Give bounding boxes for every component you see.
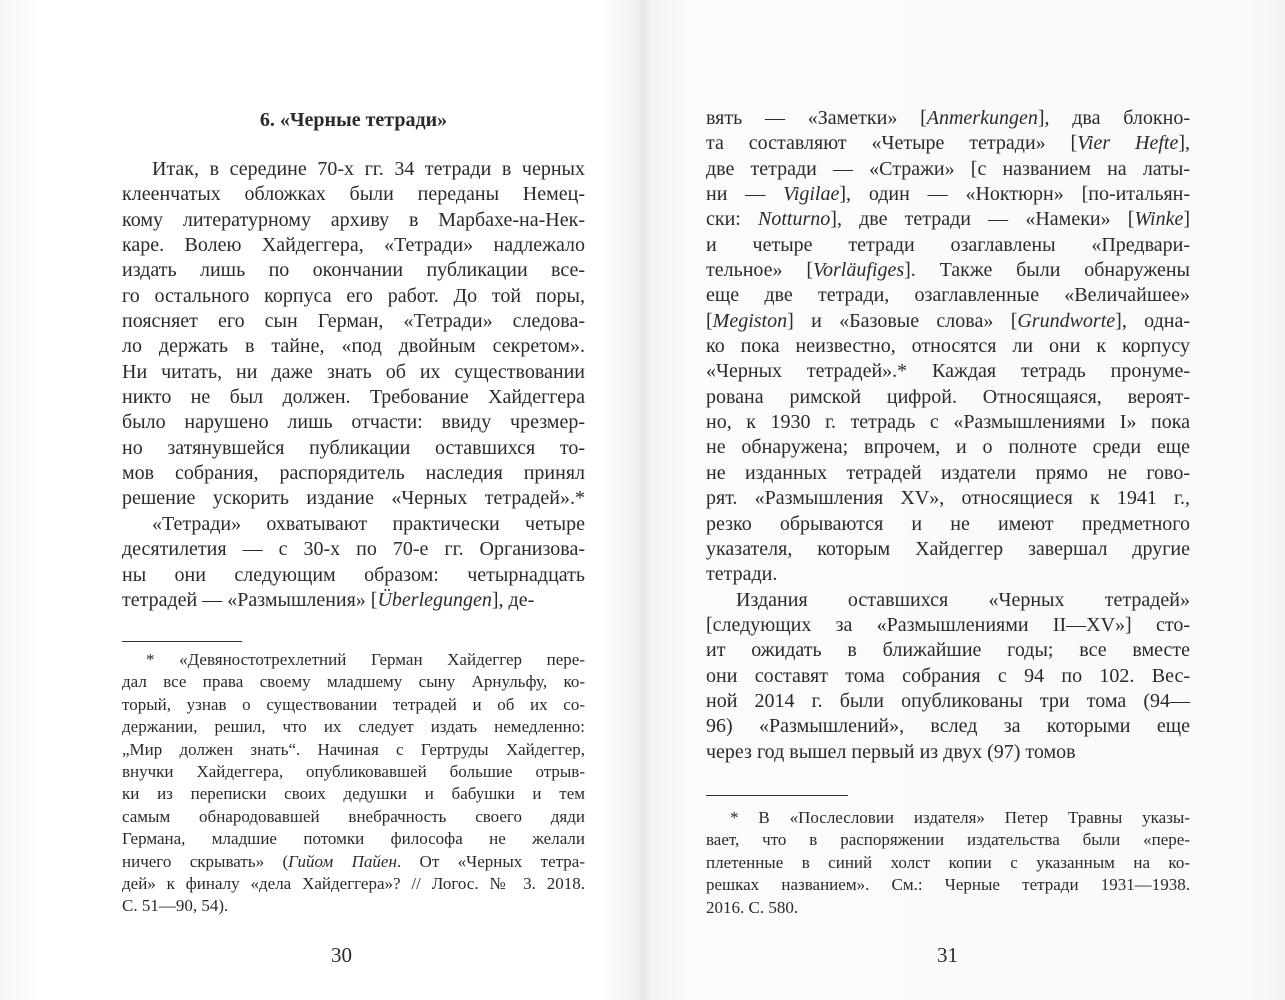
italic-text: Grundworte bbox=[1017, 309, 1116, 332]
text-segment: рована римской цифрой. Относящаяся, вероят- bbox=[706, 385, 1190, 408]
text-segment: они составят тома собрания с 94 по 102. Вес- bbox=[706, 664, 1190, 687]
text-line bbox=[706, 283, 1190, 308]
text-segment: тетрадей — «Размышления» [ bbox=[122, 588, 378, 611]
text-line bbox=[122, 309, 585, 334]
text-line bbox=[122, 806, 585, 828]
text-line bbox=[706, 233, 1190, 258]
text-line bbox=[122, 671, 585, 693]
text-segment: две тетради — «Стражи» [с названием на латы- bbox=[706, 157, 1190, 180]
text-segment: * В «Послесловии издателя» Петер Травны указы- bbox=[730, 808, 1190, 827]
text-line bbox=[706, 852, 1190, 874]
text-line bbox=[122, 208, 585, 233]
page-number: 31 bbox=[937, 943, 958, 967]
text-line bbox=[122, 739, 585, 761]
text-segment: внучки Хайдеггера, опубликовавшей большие отрыв- bbox=[122, 761, 585, 781]
footnote-separator bbox=[706, 795, 848, 796]
text-segment: ит ожидать в ближайшие годы; все вместе bbox=[706, 639, 1190, 662]
text-line bbox=[706, 512, 1190, 537]
text-segment: „Мир должен знать“. Начиная с Гертруды Хайдеггер, bbox=[122, 739, 585, 759]
text-segment: ни — bbox=[706, 183, 784, 206]
text-segment: но затянувшейся публикации оставшихся то- bbox=[122, 436, 585, 459]
text-line bbox=[122, 895, 585, 917]
text-segment: «Тетради» охватывают практически четыре bbox=[152, 512, 585, 535]
text-line bbox=[706, 106, 1190, 131]
text-segment: го остального корпуса его работ. До той поры, bbox=[122, 284, 585, 307]
text-line bbox=[706, 435, 1190, 460]
text-line bbox=[122, 360, 585, 385]
italic-text: Vier Hefte bbox=[1077, 132, 1179, 155]
text-line bbox=[122, 783, 585, 805]
text-segment: торый, узнав о существовании тетрадей и об их со- bbox=[122, 694, 585, 714]
text-line bbox=[706, 874, 1190, 896]
left-page bbox=[0, 0, 642, 1000]
text-line bbox=[706, 359, 1190, 384]
italic-text: Notturno bbox=[758, 208, 831, 231]
text-segment: ], один — «Ноктюрн» [по-итальян- bbox=[839, 183, 1191, 206]
text-segment: ко пока неизвестно, относятся ли они к корпусу bbox=[706, 335, 1190, 358]
text-segment: та составляют «Четыре тетради» [ bbox=[706, 132, 1078, 155]
text-line bbox=[706, 334, 1190, 359]
text-line bbox=[706, 157, 1190, 182]
text-segment: решение ускорить издание «Черных тетрадей».* bbox=[122, 487, 585, 510]
right-page bbox=[643, 0, 1285, 1000]
text-segment: 2016. С. 580. bbox=[706, 897, 799, 917]
text-line bbox=[706, 385, 1190, 410]
text-line bbox=[122, 537, 585, 562]
text-segment: каре. Волею Хайдеггера, «Тетради» надлежало bbox=[122, 234, 585, 257]
text-segment: никто не был должен. Требование Хайдеггера bbox=[122, 386, 585, 409]
text-line bbox=[122, 649, 585, 671]
text-segment: 96) «Размышлений», вслед за которыми еще bbox=[706, 715, 1190, 738]
text-segment: ски: bbox=[706, 208, 759, 231]
text-line bbox=[122, 258, 585, 283]
text-segment: ло держать в тайне, «под двойным секретом». bbox=[122, 335, 585, 358]
text-segment: ки из переписки своих дедушки и бабушки и тем bbox=[122, 784, 585, 804]
text-line bbox=[706, 309, 1190, 334]
text-segment: десятилетия — с 30-х по 70-е гг. Организова- bbox=[122, 538, 585, 561]
text-line bbox=[122, 436, 585, 461]
text-line bbox=[122, 385, 585, 410]
text-segment: было нарушено лишь отчасти: ввиду чрезмер- bbox=[122, 411, 585, 434]
text-segment: «Черных тетрадей».* Каждая тетрадь пронуме- bbox=[706, 360, 1190, 383]
italic-text: Vorläufiges bbox=[813, 259, 905, 282]
text-segment: тетради. bbox=[706, 563, 778, 586]
text-segment: вять — «Заметки» [ bbox=[706, 107, 927, 129]
text-line bbox=[706, 537, 1190, 562]
text-line bbox=[122, 461, 585, 486]
text-line bbox=[122, 694, 585, 716]
text-segment: ] и «Базовые слова» [ bbox=[787, 309, 1018, 332]
page-number: 30 bbox=[331, 943, 352, 967]
text-line bbox=[122, 284, 585, 309]
text-line bbox=[706, 613, 1190, 638]
text-segment: не обнаружена; впрочем, и о полноте среди еще bbox=[706, 436, 1190, 459]
right-footnote bbox=[706, 807, 1190, 919]
text-segment: . От «Черных тетра- bbox=[396, 851, 585, 871]
italic-text: Überlegungen bbox=[377, 588, 492, 611]
text-line bbox=[706, 410, 1190, 435]
text-line bbox=[706, 486, 1190, 511]
text-segment: дей» к финалу «дела Хайдеггера»? // Логос. № 3. 2018. bbox=[122, 873, 585, 893]
text-line bbox=[706, 740, 1190, 765]
text-segment: вает, что в распоряжении издательства были «пере- bbox=[706, 830, 1190, 850]
text-segment: не изданных тетрадей издатели прямо не гово- bbox=[706, 461, 1190, 484]
text-line bbox=[706, 829, 1190, 851]
text-segment: Ни читать, ни даже знать об их существовании bbox=[122, 360, 585, 383]
text-line bbox=[706, 897, 1190, 919]
text-segment: Издания оставшихся «Черных тетрадей» bbox=[736, 588, 1190, 611]
text-segment: дал все права своему младшему сыну Арнульфу, ко- bbox=[122, 672, 585, 692]
text-line bbox=[122, 828, 585, 850]
text-segment: * «Девяностотрехлетний Герман Хайдеггер пере- bbox=[146, 650, 585, 669]
text-line bbox=[706, 182, 1190, 207]
text-segment: [ bbox=[706, 309, 713, 332]
text-line bbox=[706, 807, 1190, 829]
text-line bbox=[122, 761, 585, 783]
text-segment: ], два блокно- bbox=[1037, 107, 1190, 129]
text-line bbox=[706, 207, 1190, 232]
left-body-text bbox=[122, 157, 585, 613]
text-segment: и четыре тетради озаглавлены «Предвари- bbox=[706, 233, 1190, 256]
right-body-text bbox=[706, 106, 1190, 765]
text-line bbox=[706, 664, 1190, 689]
text-segment: издать лишь по окончании публикации все- bbox=[122, 259, 585, 282]
text-line bbox=[706, 638, 1190, 663]
text-line bbox=[122, 410, 585, 435]
text-segment: еще две тетради, озаглавленные «Величайшее» bbox=[706, 284, 1190, 307]
text-segment: резко обрываются и не имеют предметного bbox=[706, 512, 1190, 535]
text-line bbox=[122, 157, 585, 182]
text-line bbox=[122, 486, 585, 511]
left-footnote bbox=[122, 649, 585, 918]
text-line bbox=[122, 851, 585, 873]
text-line bbox=[122, 873, 585, 895]
text-line bbox=[706, 562, 1190, 587]
text-segment: ны они следующим образом: четырнадцать bbox=[122, 563, 585, 586]
text-segment: через год вышел первый из двух (97) томов bbox=[706, 740, 1076, 763]
text-line bbox=[706, 689, 1190, 714]
text-segment: С. 51—90, 54). bbox=[122, 896, 229, 916]
text-segment: ], одна- bbox=[1115, 309, 1191, 332]
text-line bbox=[122, 182, 585, 207]
italic-text: Vigilae bbox=[783, 183, 840, 206]
text-line bbox=[122, 334, 585, 359]
text-segment: ] bbox=[1183, 208, 1190, 231]
text-line bbox=[122, 512, 585, 537]
text-line bbox=[706, 588, 1190, 613]
text-segment: Германа, младшие потомки философа не желали bbox=[122, 829, 585, 849]
text-segment: ], две тетради — «Намеки» [ bbox=[830, 208, 1135, 231]
footnote-separator bbox=[122, 641, 242, 642]
text-segment: решках названием». См.: Черные тетради 1931—1938. bbox=[706, 875, 1190, 895]
text-segment: ]. Также были обнаружены bbox=[904, 259, 1190, 282]
text-segment: клеенчатых обложках были переданы Немец- bbox=[122, 183, 585, 206]
text-line bbox=[706, 258, 1190, 283]
text-segment: тельное» [ bbox=[706, 259, 813, 282]
text-line bbox=[706, 461, 1190, 486]
text-segment: ], bbox=[1178, 132, 1190, 155]
text-segment: ], де- bbox=[491, 588, 535, 611]
text-segment: кому литературному архиву в Марбахе-на-Нек- bbox=[122, 208, 585, 231]
italic-text: Megiston bbox=[712, 309, 788, 332]
text-segment: держании, решил, что их следует издать немедленно: bbox=[122, 717, 585, 737]
text-segment: [следующих за «Размышлениями II—XV»] сто- bbox=[706, 613, 1190, 636]
text-line bbox=[122, 563, 585, 588]
text-line bbox=[122, 588, 585, 613]
italic-text: Anmerkungen bbox=[926, 107, 1038, 129]
text-segment: Итак, в середине 70-х гг. 34 тетради в черных bbox=[152, 158, 585, 180]
text-segment: поясняет его сын Герман, «Тетради» следова- bbox=[122, 310, 585, 333]
text-segment: но, к 1930 г. тетрадь с «Размышлениями I» пока bbox=[706, 411, 1190, 434]
text-segment: ной 2014 г. были опубликованы три тома (94— bbox=[706, 689, 1190, 712]
text-segment: плетенные в синий холст копии с указанным на ко- bbox=[706, 852, 1190, 872]
text-line bbox=[706, 714, 1190, 739]
text-segment: мов собрания, распорядитель наследия принял bbox=[122, 462, 585, 485]
text-line bbox=[706, 131, 1190, 156]
text-line bbox=[122, 716, 585, 738]
text-segment: ничего скрывать» ( bbox=[122, 851, 289, 871]
text-line bbox=[122, 233, 585, 258]
chapter-heading: 6. «Черные тетради» bbox=[259, 109, 448, 131]
text-segment: самым обнародовавшей внебрачность своего дяди bbox=[122, 806, 585, 826]
text-segment: указателя, которым Хайдеггер завершал другие bbox=[706, 537, 1190, 560]
italic-text: Winke bbox=[1134, 208, 1184, 231]
text-segment: рят. «Размышления XV», относящиеся к 1941 г., bbox=[706, 487, 1190, 510]
italic-text: Гийом Пайен bbox=[288, 851, 397, 871]
